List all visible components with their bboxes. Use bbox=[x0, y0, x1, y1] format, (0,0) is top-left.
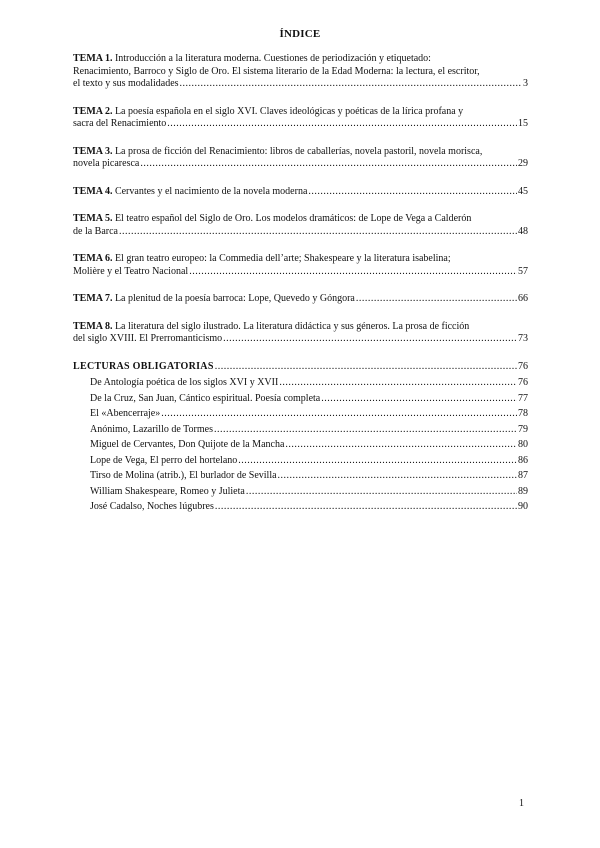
reading-title: Miguel de Cervantes, Don Quijote de la Mancha bbox=[90, 439, 285, 450]
toc-entry-text: Molière y el Teatro Nacional bbox=[73, 265, 189, 277]
dot-leader bbox=[308, 186, 517, 199]
toc-entry-last-line bbox=[73, 118, 528, 131]
dot-leader bbox=[321, 391, 517, 407]
reading-title: De Antología poética de los siglos XVI y XVII bbox=[90, 377, 279, 388]
toc-entry-last-text bbox=[73, 293, 355, 306]
toc-entry-last-line bbox=[73, 293, 528, 306]
dot-leader bbox=[189, 266, 517, 279]
toc-entry-last-line bbox=[73, 78, 528, 91]
reading-title: El «Abencerraje» bbox=[90, 408, 161, 419]
toc-entry-text: sacra del Renacimiento bbox=[73, 118, 167, 129]
reading-item[interactable] bbox=[90, 391, 528, 407]
page-ref: 57 bbox=[518, 265, 528, 277]
reading-item[interactable] bbox=[90, 437, 528, 453]
reading-item[interactable] bbox=[90, 422, 528, 438]
page-ref: 3 bbox=[523, 78, 528, 89]
toc-entry-line bbox=[73, 321, 528, 334]
toc-entry-line bbox=[73, 106, 528, 119]
toc-entry-last-line bbox=[73, 266, 528, 279]
page-ref: 79 bbox=[518, 423, 528, 435]
toc-entry-last-text bbox=[73, 226, 118, 239]
toc-entry-text: el texto y sus modalidades bbox=[73, 78, 179, 89]
page-ref: 87 bbox=[518, 470, 528, 481]
toc-entry-text: de la Barca bbox=[73, 225, 118, 237]
tema-list bbox=[73, 53, 528, 346]
tema-label: TEMA 8. bbox=[73, 320, 113, 332]
dot-leader bbox=[119, 226, 517, 239]
tema-label: TEMA 1. bbox=[73, 53, 113, 64]
tema-label: TEMA 2. bbox=[73, 105, 113, 117]
toc-entry-last-text bbox=[73, 266, 188, 279]
toc-entry-tema-8[interactable] bbox=[73, 321, 528, 346]
page-ref: 45 bbox=[518, 185, 528, 197]
toc-entry-line bbox=[73, 66, 528, 79]
toc-entry-text: del siglo XVIII. El Prerromanticismo bbox=[73, 333, 223, 344]
toc-entry-tema-7[interactable] bbox=[73, 293, 528, 306]
page-ref: 29 bbox=[518, 158, 528, 169]
dot-leader bbox=[246, 484, 517, 500]
reading-item[interactable] bbox=[90, 406, 528, 422]
page-ref: 48 bbox=[518, 225, 528, 237]
lecturas-heading-entry[interactable] bbox=[73, 361, 528, 374]
page-ref: 78 bbox=[518, 408, 528, 419]
toc-entry-text: Introducción a la literatura moderna. Cuestiones de periodización y etiquetado: bbox=[114, 53, 431, 64]
tema-label: TEMA 7. bbox=[73, 293, 113, 304]
page-ref: 86 bbox=[518, 454, 528, 466]
dot-leader bbox=[167, 118, 517, 131]
dot-leader bbox=[215, 499, 517, 515]
reading-item[interactable] bbox=[90, 499, 528, 515]
dot-leader bbox=[285, 437, 517, 453]
page-ref: 77 bbox=[518, 392, 528, 404]
dot-leader bbox=[279, 375, 517, 391]
toc-entry-tema-6[interactable] bbox=[73, 253, 528, 278]
tema-label: TEMA 3. bbox=[73, 145, 113, 157]
page-ref: 89 bbox=[518, 485, 528, 497]
page-ref: 73 bbox=[518, 333, 528, 344]
toc-entry-tema-4[interactable] bbox=[73, 186, 528, 199]
page-ref: 76 bbox=[518, 377, 528, 388]
toc-entry-last-text bbox=[73, 118, 166, 131]
toc-entry-line bbox=[73, 146, 528, 159]
reading-title: De la Cruz, San Juan, Cántico espiritual. Poesía completa bbox=[90, 392, 321, 404]
toc-entry-text: La prosa de ficción del Renacimiento: libros de caballerías, novela pastoril, novela morisca, bbox=[114, 145, 483, 157]
toc-entry-line bbox=[73, 53, 528, 66]
dot-leader bbox=[356, 293, 517, 306]
reading-item[interactable] bbox=[90, 468, 528, 484]
toc-entry-text: Renacimiento, Barroco y Siglo de Oro. El sistema literario de la Edad Moderna: la lectura, el escritor, bbox=[73, 65, 480, 77]
dot-leader bbox=[161, 406, 517, 422]
reading-list bbox=[73, 375, 528, 515]
lecturas-heading: LECTURAS OBLIGATORIAS bbox=[73, 360, 214, 372]
toc-entry-text: El gran teatro europeo: la Commedia dell’arte; Shakespeare y la literatura isabelina; bbox=[114, 253, 451, 264]
reading-title: William Shakespeare, Romeo y Julieta bbox=[90, 485, 245, 497]
toc-entry-last-text bbox=[73, 333, 222, 346]
page-ref: 15 bbox=[518, 118, 528, 129]
toc-entry-text: novela picaresca bbox=[73, 158, 140, 169]
toc-entry-line bbox=[73, 213, 528, 226]
dot-leader bbox=[214, 422, 517, 438]
tema-label: TEMA 4. bbox=[73, 185, 113, 197]
table-of-contents bbox=[73, 53, 528, 515]
reading-item[interactable] bbox=[90, 453, 528, 469]
toc-entry-text: La literatura del siglo ilustrado. La literatura didáctica y sus géneros. La prosa de ficción bbox=[114, 320, 470, 332]
reading-item[interactable] bbox=[90, 484, 528, 500]
page-number: 1 bbox=[519, 798, 524, 809]
dot-leader bbox=[278, 468, 517, 484]
toc-entry-last-line bbox=[73, 226, 528, 239]
toc-entry-tema-2[interactable] bbox=[73, 106, 528, 131]
reading-title: Lope de Vega, El perro del hortelano bbox=[90, 454, 238, 466]
toc-entry-text: La poesía española en el siglo XVI. Claves ideológicas y poéticas de la lírica profana y bbox=[114, 105, 464, 117]
toc-entry-text: La plenitud de la poesía barroca: Lope, Quevedo y Góngora bbox=[114, 293, 355, 304]
reading-title: José Cadalso, Noches lúgubres bbox=[90, 501, 214, 512]
toc-entry-tema-3[interactable] bbox=[73, 146, 528, 171]
toc-entry-last-text bbox=[73, 78, 179, 91]
tema-label: TEMA 5. bbox=[73, 213, 113, 224]
dot-leader bbox=[215, 361, 517, 374]
page-ref: 76 bbox=[518, 360, 528, 372]
reading-title: Tirso de Molina (atrib.), El burlador de Sevilla bbox=[90, 470, 277, 481]
toc-entry-last-text bbox=[73, 158, 139, 171]
toc-entry-text: Cervantes y el nacimiento de la novela moderna bbox=[114, 185, 308, 197]
dot-leader bbox=[238, 453, 517, 469]
page-ref: 66 bbox=[518, 293, 528, 304]
toc-entry-tema-5[interactable] bbox=[73, 213, 528, 238]
toc-entry-last-line bbox=[73, 186, 528, 199]
toc-entry-text: El teatro español del Siglo de Oro. Los modelos dramáticos: de Lope de Vega a Calderón bbox=[114, 213, 472, 224]
toc-entry-tema-1[interactable] bbox=[73, 53, 528, 91]
toc-entry-last-line bbox=[73, 333, 528, 346]
reading-item[interactable] bbox=[90, 375, 528, 391]
toc-entry-line bbox=[73, 253, 528, 266]
page-ref: 80 bbox=[518, 439, 528, 450]
tema-label: TEMA 6. bbox=[73, 253, 113, 264]
dot-leader bbox=[140, 158, 517, 171]
toc-entry-last-line bbox=[73, 158, 528, 171]
page-ref: 90 bbox=[518, 501, 528, 512]
dot-leader bbox=[223, 333, 517, 346]
page-title: ÍNDICE bbox=[279, 28, 321, 40]
toc-entry-last-text bbox=[73, 186, 307, 199]
dot-leader bbox=[180, 78, 522, 91]
reading-title: Anónimo, Lazarillo de Tormes bbox=[90, 423, 213, 435]
